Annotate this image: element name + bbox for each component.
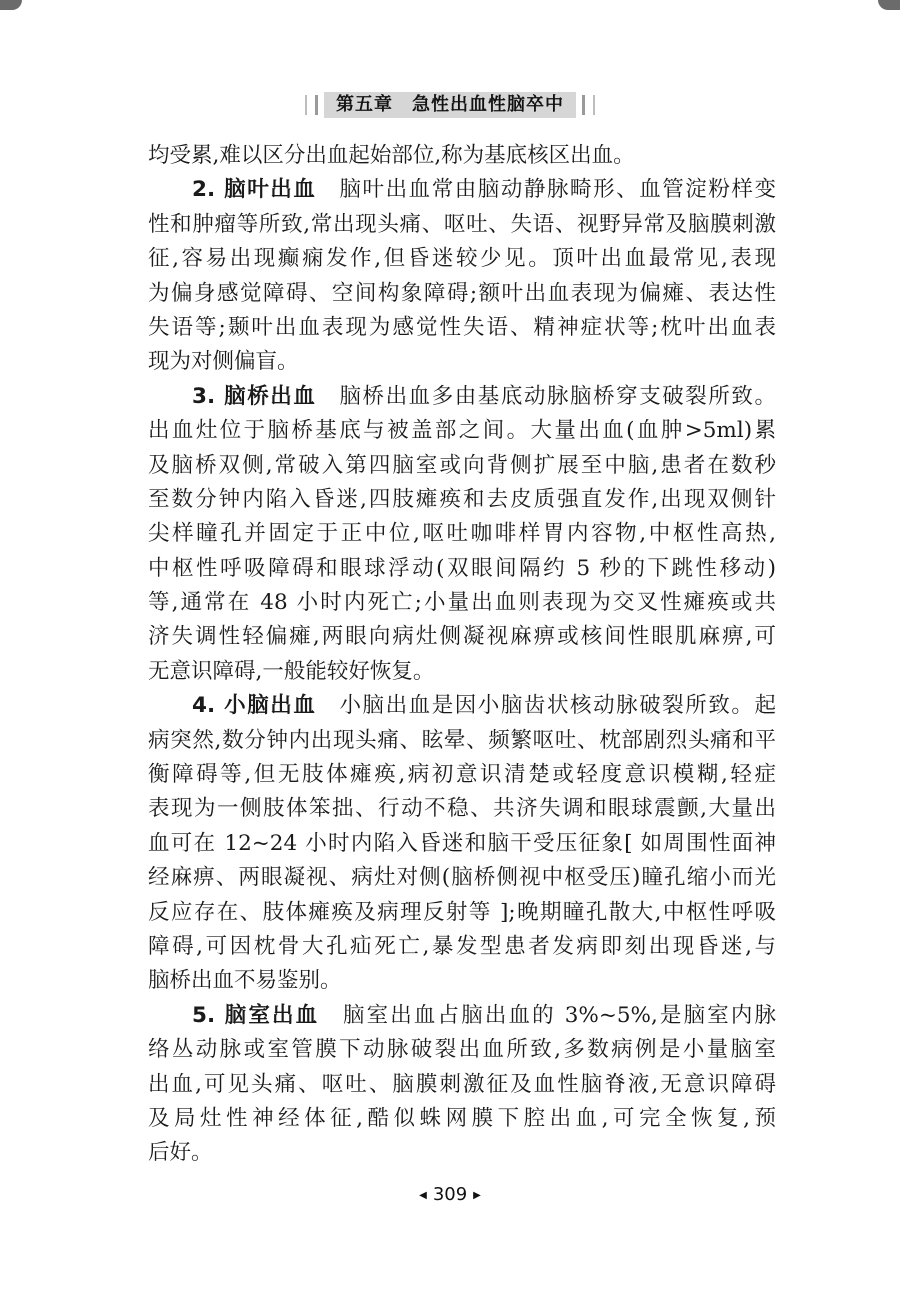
- line-text: 衡障碍等,但无肢体瘫痪,病初意识清楚或轻度意识模糊,轻症: [148, 762, 776, 788]
- page-corner-mark-right: [878, 0, 900, 10]
- section-heading-line: [148, 173, 776, 207]
- line-text: 脑室出血占脑出血的 3%~5%,是脑室内脉: [342, 1002, 776, 1028]
- text-line: [148, 792, 776, 826]
- page-corner-mark-left: [0, 0, 22, 10]
- running-head-rule: [593, 95, 595, 115]
- text-line: [148, 964, 776, 998]
- line-text: 无意识障碍,一般能较好恢复。: [148, 658, 435, 684]
- running-head-rule: [315, 95, 318, 115]
- next-page-arrow-icon: ▶: [473, 1190, 481, 1201]
- running-head-rule: [305, 95, 307, 115]
- chapter-title: 第五章 急性出血性脑卒中: [324, 92, 576, 118]
- text-line: [148, 449, 776, 483]
- line-text: 络丛动脉或室管膜下动脉破裂出血所致,多数病例是小量脑室: [148, 1037, 776, 1063]
- line-text: 及脑桥双侧,常破入第四脑室或向背侧扩展至中脑,患者在数秒: [148, 452, 776, 478]
- line-text: 脑桥出血不易鉴别。: [148, 968, 342, 994]
- text-line: [148, 930, 776, 964]
- section-heading-line: [148, 689, 776, 723]
- line-text: 障碍,可因枕骨大孔疝死亡,暴发型患者发病即刻出现昏迷,与: [148, 933, 776, 959]
- section-heading: 4. 小脑出血: [192, 693, 317, 719]
- text-line: [148, 277, 776, 311]
- text-line: [148, 311, 776, 345]
- body-text: [148, 139, 776, 1171]
- text-line: [148, 827, 776, 861]
- line-text: 脑叶出血常由脑动静脉畸形、血管淀粉样变: [339, 177, 776, 203]
- line-text: 出血,可见头痛、呕吐、脑膜刺激征及血性脑脊液,无意识障碍: [148, 1071, 776, 1097]
- text-line: [148, 414, 776, 448]
- line-text: 病突然,数分钟内出现头痛、眩晕、频繁呕吐、枕部剧烈头痛和平: [148, 727, 776, 753]
- text-line: [148, 655, 776, 689]
- line-text: 为偏身感觉障碍、空间构象障碍;额叶出血表现为偏瘫、表达性: [148, 280, 776, 306]
- prev-page-arrow-icon: ◀: [419, 1190, 427, 1201]
- line-text: 等,通常在 48 小时内死亡;小量出血则表现为交叉性瘫痪或共: [148, 590, 776, 616]
- text-line: [148, 861, 776, 895]
- section-heading-line: [148, 380, 776, 414]
- line-text: 脑桥出血多由基底动脉脑桥穿支破裂所致。: [339, 383, 776, 409]
- line-text: 性和肿瘤等所致,常出现头痛、呕吐、失语、视野异常及脑膜刺激: [148, 211, 776, 237]
- line-text: 小脑出血是因小脑齿状核动脉破裂所致。起: [339, 693, 776, 719]
- line-text: 经麻痹、两眼凝视、病灶对侧(脑桥侧视中枢受压)瞳孔缩小而光: [148, 865, 776, 891]
- line-text: 表现为一侧肢体笨拙、行动不稳、共济失调和眼球震颤,大量出: [148, 796, 776, 822]
- text-line: [148, 552, 776, 586]
- line-text: 现为对侧偏盲。: [148, 349, 299, 375]
- text-line: [148, 139, 776, 173]
- text-line: [148, 758, 776, 792]
- line-text: 出血灶位于脑桥基底与被盖部之间。大量出血(血肿>5ml)累: [148, 418, 776, 444]
- line-text: 血可在 12~24 小时内陷入昏迷和脑干受压征象[ 如周围性面神: [148, 830, 776, 856]
- text-line: [148, 586, 776, 620]
- running-head-rule: [582, 95, 585, 115]
- line-text: 失语等;颞叶出血表现为感觉性失语、精神症状等;枕叶出血表: [148, 314, 776, 340]
- section-heading: 2. 脑叶出血: [192, 177, 317, 203]
- line-text: 均受累,难以区分出血起始部位,称为基底核区出血。: [148, 143, 635, 168]
- line-text: 济失调性轻偏瘫,两眼向病灶侧凝视麻痹或核间性眼肌麻痹,可: [148, 624, 776, 650]
- section-heading: 3. 脑桥出血: [192, 383, 317, 409]
- page-footer: [0, 1184, 900, 1205]
- text-line: [148, 1068, 776, 1102]
- text-line: [148, 517, 776, 551]
- text-line: [148, 208, 776, 242]
- line-text: 中枢性呼吸障碍和眼球浮动(双眼间隔约 5 秒的下跳性移动): [148, 555, 776, 581]
- text-line: [148, 483, 776, 517]
- section-heading: 5. 脑室出血: [192, 1002, 320, 1028]
- text-line: [148, 620, 776, 654]
- line-text: 后好。: [148, 1140, 213, 1166]
- text-line: [148, 1136, 776, 1170]
- line-text: 征,容易出现癫痫发作,但昏迷较少见。顶叶出血最常见,表现: [148, 246, 776, 272]
- text-line: [148, 242, 776, 276]
- section-heading-line: [148, 999, 776, 1033]
- line-text: 反应存在、肢体瘫痪及病理反射等 ];晚期瞳孔散大,中枢性呼吸: [148, 899, 776, 925]
- line-text: 及局灶性神经体征,酷似蛛网膜下腔出血,可完全恢复,预: [148, 1105, 776, 1131]
- text-line: [148, 1102, 776, 1136]
- text-line: [148, 896, 776, 930]
- text-line: [148, 1033, 776, 1067]
- line-text: 尖样瞳孔并固定于正中位,呕吐咖啡样胃内容物,中枢性高热,: [148, 521, 776, 547]
- text-line: [148, 724, 776, 758]
- running-head: [0, 92, 900, 118]
- line-text: 至数分钟内陷入昏迷,四肢瘫痪和去皮质强直发作,出现双侧针: [148, 486, 776, 512]
- text-line: [148, 345, 776, 379]
- page-number: 309: [432, 1184, 468, 1205]
